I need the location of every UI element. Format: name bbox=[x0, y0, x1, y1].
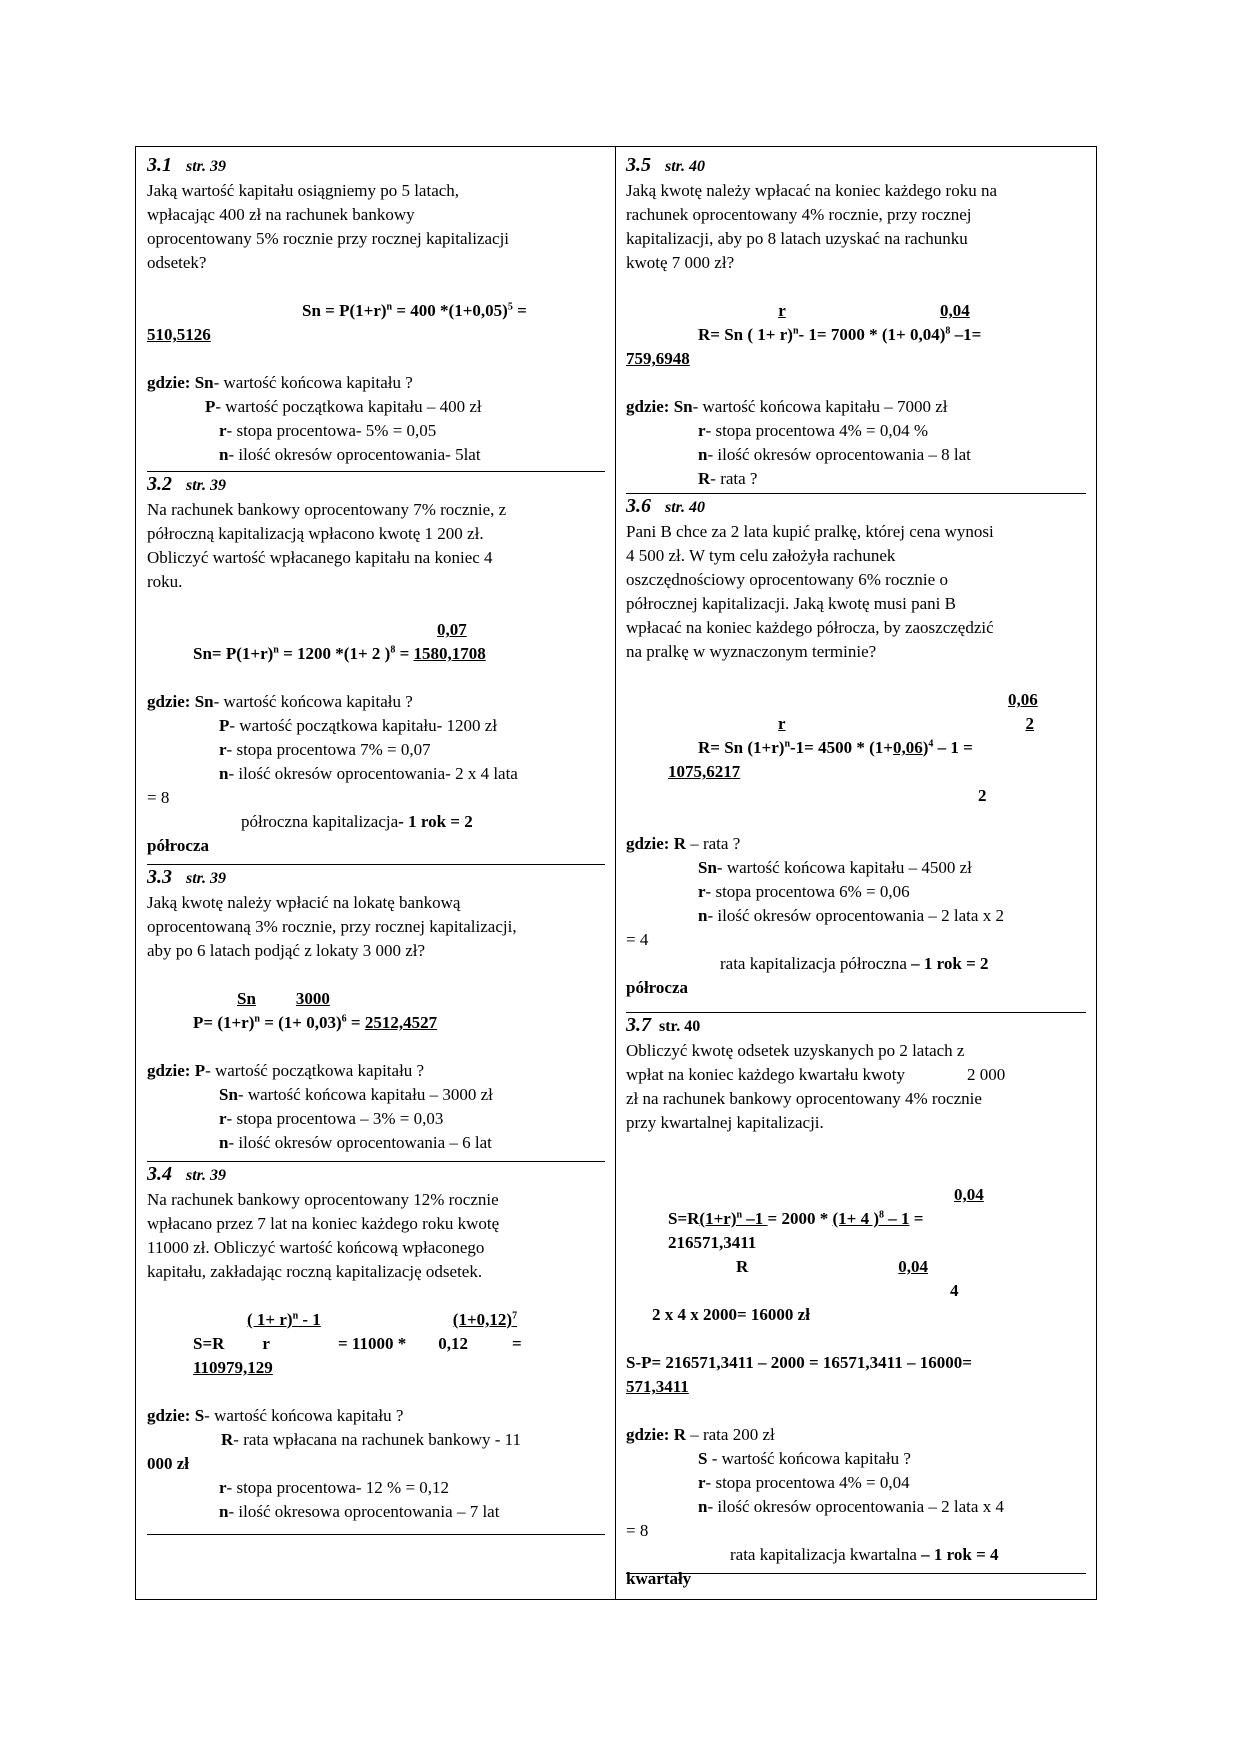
legend-line: = 8 bbox=[147, 788, 170, 807]
legend-line: n- ilość okresów oprocentowania – 8 lat bbox=[698, 445, 971, 464]
legend-line: rata kapitalizacja półroczna – 1 rok = 2 bbox=[720, 954, 989, 973]
exercise-3-3 bbox=[147, 865, 605, 1162]
exercise-3-1 bbox=[147, 153, 605, 472]
legend-line: n- ilość okresów oprocentowania – 2 lata x 2 bbox=[698, 906, 1004, 925]
legend-line: r- stopa procentowa 7% = 0,07 bbox=[219, 740, 431, 759]
legend-line: n- ilość okresów oprocentowania- 5lat bbox=[219, 445, 481, 464]
legend-line: = 8 bbox=[626, 1521, 649, 1540]
result: 510,5126 bbox=[147, 325, 211, 344]
fraction-row: R 0,04 bbox=[736, 1257, 929, 1276]
question-line: Na rachunek bankowy oprocentowany 7% rocznie, z bbox=[147, 500, 507, 519]
legend-line: gdzie: Sn- wartość końcowa kapitału ? bbox=[147, 692, 413, 711]
legend-line: = 4 bbox=[626, 930, 649, 949]
fraction-numerators: ( 1+ r)$^n$ - 1 $(1+0,12)^7$ bbox=[247, 1310, 518, 1329]
question-line: roku. bbox=[147, 572, 183, 591]
legend-line: gdzie: S- wartość końcowa kapitału ? bbox=[147, 1406, 404, 1425]
result: 216571,3411 bbox=[668, 1233, 757, 1252]
legend-line: R- rata ? bbox=[698, 469, 758, 488]
question-line: kwotę 7 000 zł? bbox=[626, 253, 735, 272]
result: 571,3411 bbox=[626, 1377, 689, 1396]
question-line: Obliczyć wartość wpłacanego kapitału na koniec 4 bbox=[147, 548, 493, 567]
legend-line: półrocza bbox=[626, 978, 689, 997]
question-line: oszczędnościowy oprocentowany 6% rocznie o bbox=[626, 570, 948, 589]
right-column bbox=[616, 147, 1096, 1599]
exercise-heading: 3.7 str. 40 bbox=[626, 1014, 701, 1036]
question-line: Jaką wartość kapitału osiągniemy po 5 latach, bbox=[147, 181, 460, 200]
legend-line: 000 zł bbox=[147, 1454, 190, 1473]
legend-line: r- stopa procentowa- 5% = 0,05 bbox=[219, 421, 437, 440]
formula: $Sn= P(1+r)^n = 1200$ *(1+ 2 )$^8$ = 1580,1708 bbox=[193, 644, 486, 663]
question-line: na pralkę w wyznaczonym terminie? bbox=[626, 642, 877, 661]
legend-line: n- ilość okresów oprocentowania – 6 lat bbox=[219, 1133, 492, 1152]
question-line: kapitalizacji, aby po 8 latach uzyskać na rachunku bbox=[626, 229, 968, 248]
legend-line: r- stopa procentowa 6% = 0,06 bbox=[698, 882, 910, 901]
legend-line: kwartały bbox=[626, 1569, 692, 1588]
legend-line: P- wartość początkowa kapitału – 400 zł bbox=[205, 397, 482, 416]
exercise-heading: 3.1 str. 39 bbox=[147, 154, 227, 176]
formula: $P= (1+r)^n = (1+ 0,03)^6 = 2512,4527$ bbox=[193, 1013, 438, 1032]
formula: S=R r = 11000 * 0,12 = bbox=[193, 1334, 522, 1353]
calc-line: 2 x 4 x 2000= 16000 zł bbox=[652, 1305, 810, 1324]
left-column bbox=[136, 147, 616, 1599]
legend-line: półroczna kapitalizacja- 1 rok = 2 bbox=[241, 812, 473, 831]
fraction-numerator: 0,07 bbox=[437, 620, 467, 639]
formula: R= Sn $(1+r)^n-1= 4500 * (1+0,06)^4 - 1$ = bbox=[698, 738, 973, 757]
question-line: Obliczyć kwotę odsetek uzyskanych po 2 latach z bbox=[626, 1041, 965, 1060]
question-line: rachunek oprocentowany 4% rocznie, przy rocznej bbox=[626, 205, 972, 224]
legend-line: Sn- wartość końcowa kapitału – 3000 zł bbox=[219, 1085, 493, 1104]
legend-line: gdzie: R – rata 200 zł bbox=[626, 1425, 775, 1444]
question-line: wpłacano przez 7 lat na koniec każdego roku kwotę bbox=[147, 1214, 500, 1233]
legend-line: Sn- wartość końcowa kapitału – 4500 zł bbox=[698, 858, 972, 877]
legend-line: n- ilość okresów oprocentowania- 2 x 4 lata bbox=[219, 764, 518, 783]
question-line: aby po 6 latach podjąć z lokaty 3 000 zł? bbox=[147, 941, 426, 960]
formula: $S=R(1+r)^n$ –1 = 2000 * (1+ 4 )$^8$ – 1 = bbox=[668, 1209, 924, 1228]
legend-line: n- ilość okresów oprocentowania – 2 lata x 4 bbox=[698, 1497, 1004, 1516]
exercise-3-5 bbox=[626, 153, 1086, 494]
question-line: półroczną kapitalizacją wpłacono kwotę 1 200 zł. bbox=[147, 524, 484, 543]
exercise-3-4 bbox=[147, 1162, 605, 1535]
question-line: 11000 zł. Obliczyć wartość końcową wpłaconego bbox=[147, 1238, 485, 1257]
exercise-3-2 bbox=[147, 472, 605, 865]
result: 759,6948 bbox=[626, 349, 690, 368]
question-line: odsetek? bbox=[147, 253, 207, 272]
question-line: kapitału, zakładając roczną kapitalizację odsetek. bbox=[147, 1262, 483, 1281]
exercise-3-7 bbox=[626, 1013, 1086, 1588]
question-line: półrocznej kapitalizacji. Jaką kwotę musi pani B bbox=[626, 594, 956, 613]
exercise-heading: 3.2 str. 39 bbox=[147, 473, 227, 495]
exercise-heading: 3.3 str. 39 bbox=[147, 866, 227, 888]
legend-line: r- stopa procentowa – 3% = 0,03 bbox=[219, 1109, 444, 1128]
fraction-numerators: Sn 3000 bbox=[237, 989, 330, 1008]
fraction-numerators: r 0,04 bbox=[778, 301, 970, 320]
fraction-denominator-line: r 2 bbox=[778, 714, 1034, 733]
question-line: wpłacać na koniec każdego półrocza, by zaoszczędzić bbox=[626, 618, 994, 637]
legend-line: rata kapitalizacja kwartalna – 1 rok = 4 bbox=[730, 1545, 999, 1564]
fraction-numerator: 0,04 bbox=[954, 1185, 984, 1204]
legend-line: r- stopa procentowa 4% = 0,04 % bbox=[698, 421, 929, 440]
formula: $Sn = P(1+r)^n = 400$ $*(1+0,05)^5$ = bbox=[302, 301, 527, 320]
exercise-heading: 3.5 str. 40 bbox=[626, 154, 706, 176]
legend-line: n- ilość okresowa oprocentowania – 7 lat bbox=[219, 1502, 500, 1521]
exercise-3-6 bbox=[626, 494, 1086, 1013]
legend-line: P- wartość początkowa kapitału- 1200 zł bbox=[219, 716, 498, 735]
legend-line: S - wartość końcowa kapitału ? bbox=[698, 1449, 911, 1468]
legend-line: półrocza bbox=[147, 836, 210, 855]
exercise-heading: 3.6 str. 40 bbox=[626, 495, 706, 517]
question-line: Pani B chce za 2 lata kupić pralkę, której cena wynosi bbox=[626, 522, 994, 541]
legend-line: r- stopa procentowa- 12 % = 0,12 bbox=[219, 1478, 450, 1497]
fraction-denominator: 4 bbox=[950, 1281, 959, 1300]
legend-line: gdzie: R – rata ? bbox=[626, 834, 741, 853]
legend-line: r- stopa procentowa 4% = 0,04 bbox=[698, 1473, 910, 1492]
question-line: oprocentowany 5% rocznie przy rocznej kapitalizacji bbox=[147, 229, 510, 248]
exercise-sheet bbox=[135, 146, 1097, 1600]
question-line: przy kwartalnej kapitalizacji. bbox=[626, 1113, 824, 1132]
legend-line: gdzie: P- wartość początkowa kapitału ? bbox=[147, 1061, 425, 1080]
legend-line: gdzie: Sn- wartość końcowa kapitału – 7000 zł bbox=[626, 397, 948, 416]
question-line: wpłat na koniec każdego kwartału kwoty 2 000 bbox=[626, 1065, 1006, 1084]
question-line: 4 500 zł. W tym celu założyła rachunek bbox=[626, 546, 896, 565]
result: 1580,1708 bbox=[413, 644, 486, 663]
result: 2512,4527 bbox=[364, 1013, 438, 1032]
question-line: Jaką kwotę należy wpłacić na lokatę bankową bbox=[147, 893, 461, 912]
calc-line: S-P= 216571,3411 – 2000 = 16571,3411 – 16000= bbox=[626, 1353, 972, 1372]
result: 110979,129 bbox=[193, 1358, 273, 1377]
legend-line: gdzie: Sn- wartość końcowa kapitału ? bbox=[147, 373, 413, 392]
question-line: zł na rachunek bankowy oprocentowany 4% rocznie bbox=[626, 1089, 982, 1108]
question-line: Jaką kwotę należy wpłacać na koniec każdego roku na bbox=[626, 181, 997, 200]
fraction-numerator: 0,06 bbox=[1008, 690, 1038, 709]
question-line: oprocentowaną 3% rocznie, przy rocznej kapitalizacji, bbox=[147, 917, 517, 936]
formula: R= Sn ( 1+ r)$^n$- $1= 7000 * (1+ 0,04)^8$ –1= bbox=[698, 325, 982, 344]
exercise-heading: 3.4 str. 39 bbox=[147, 1163, 227, 1185]
question-line: Na rachunek bankowy oprocentowany 12% rocznie bbox=[147, 1190, 499, 1209]
question-line: wpłacając 400 zł na rachunek bankowy bbox=[147, 205, 415, 224]
fraction-denominator: 2 bbox=[978, 786, 987, 805]
result: 1075,6217 bbox=[668, 762, 741, 781]
legend-line: R- rata wpłacana na rachunek bankowy - 11 bbox=[221, 1430, 522, 1449]
